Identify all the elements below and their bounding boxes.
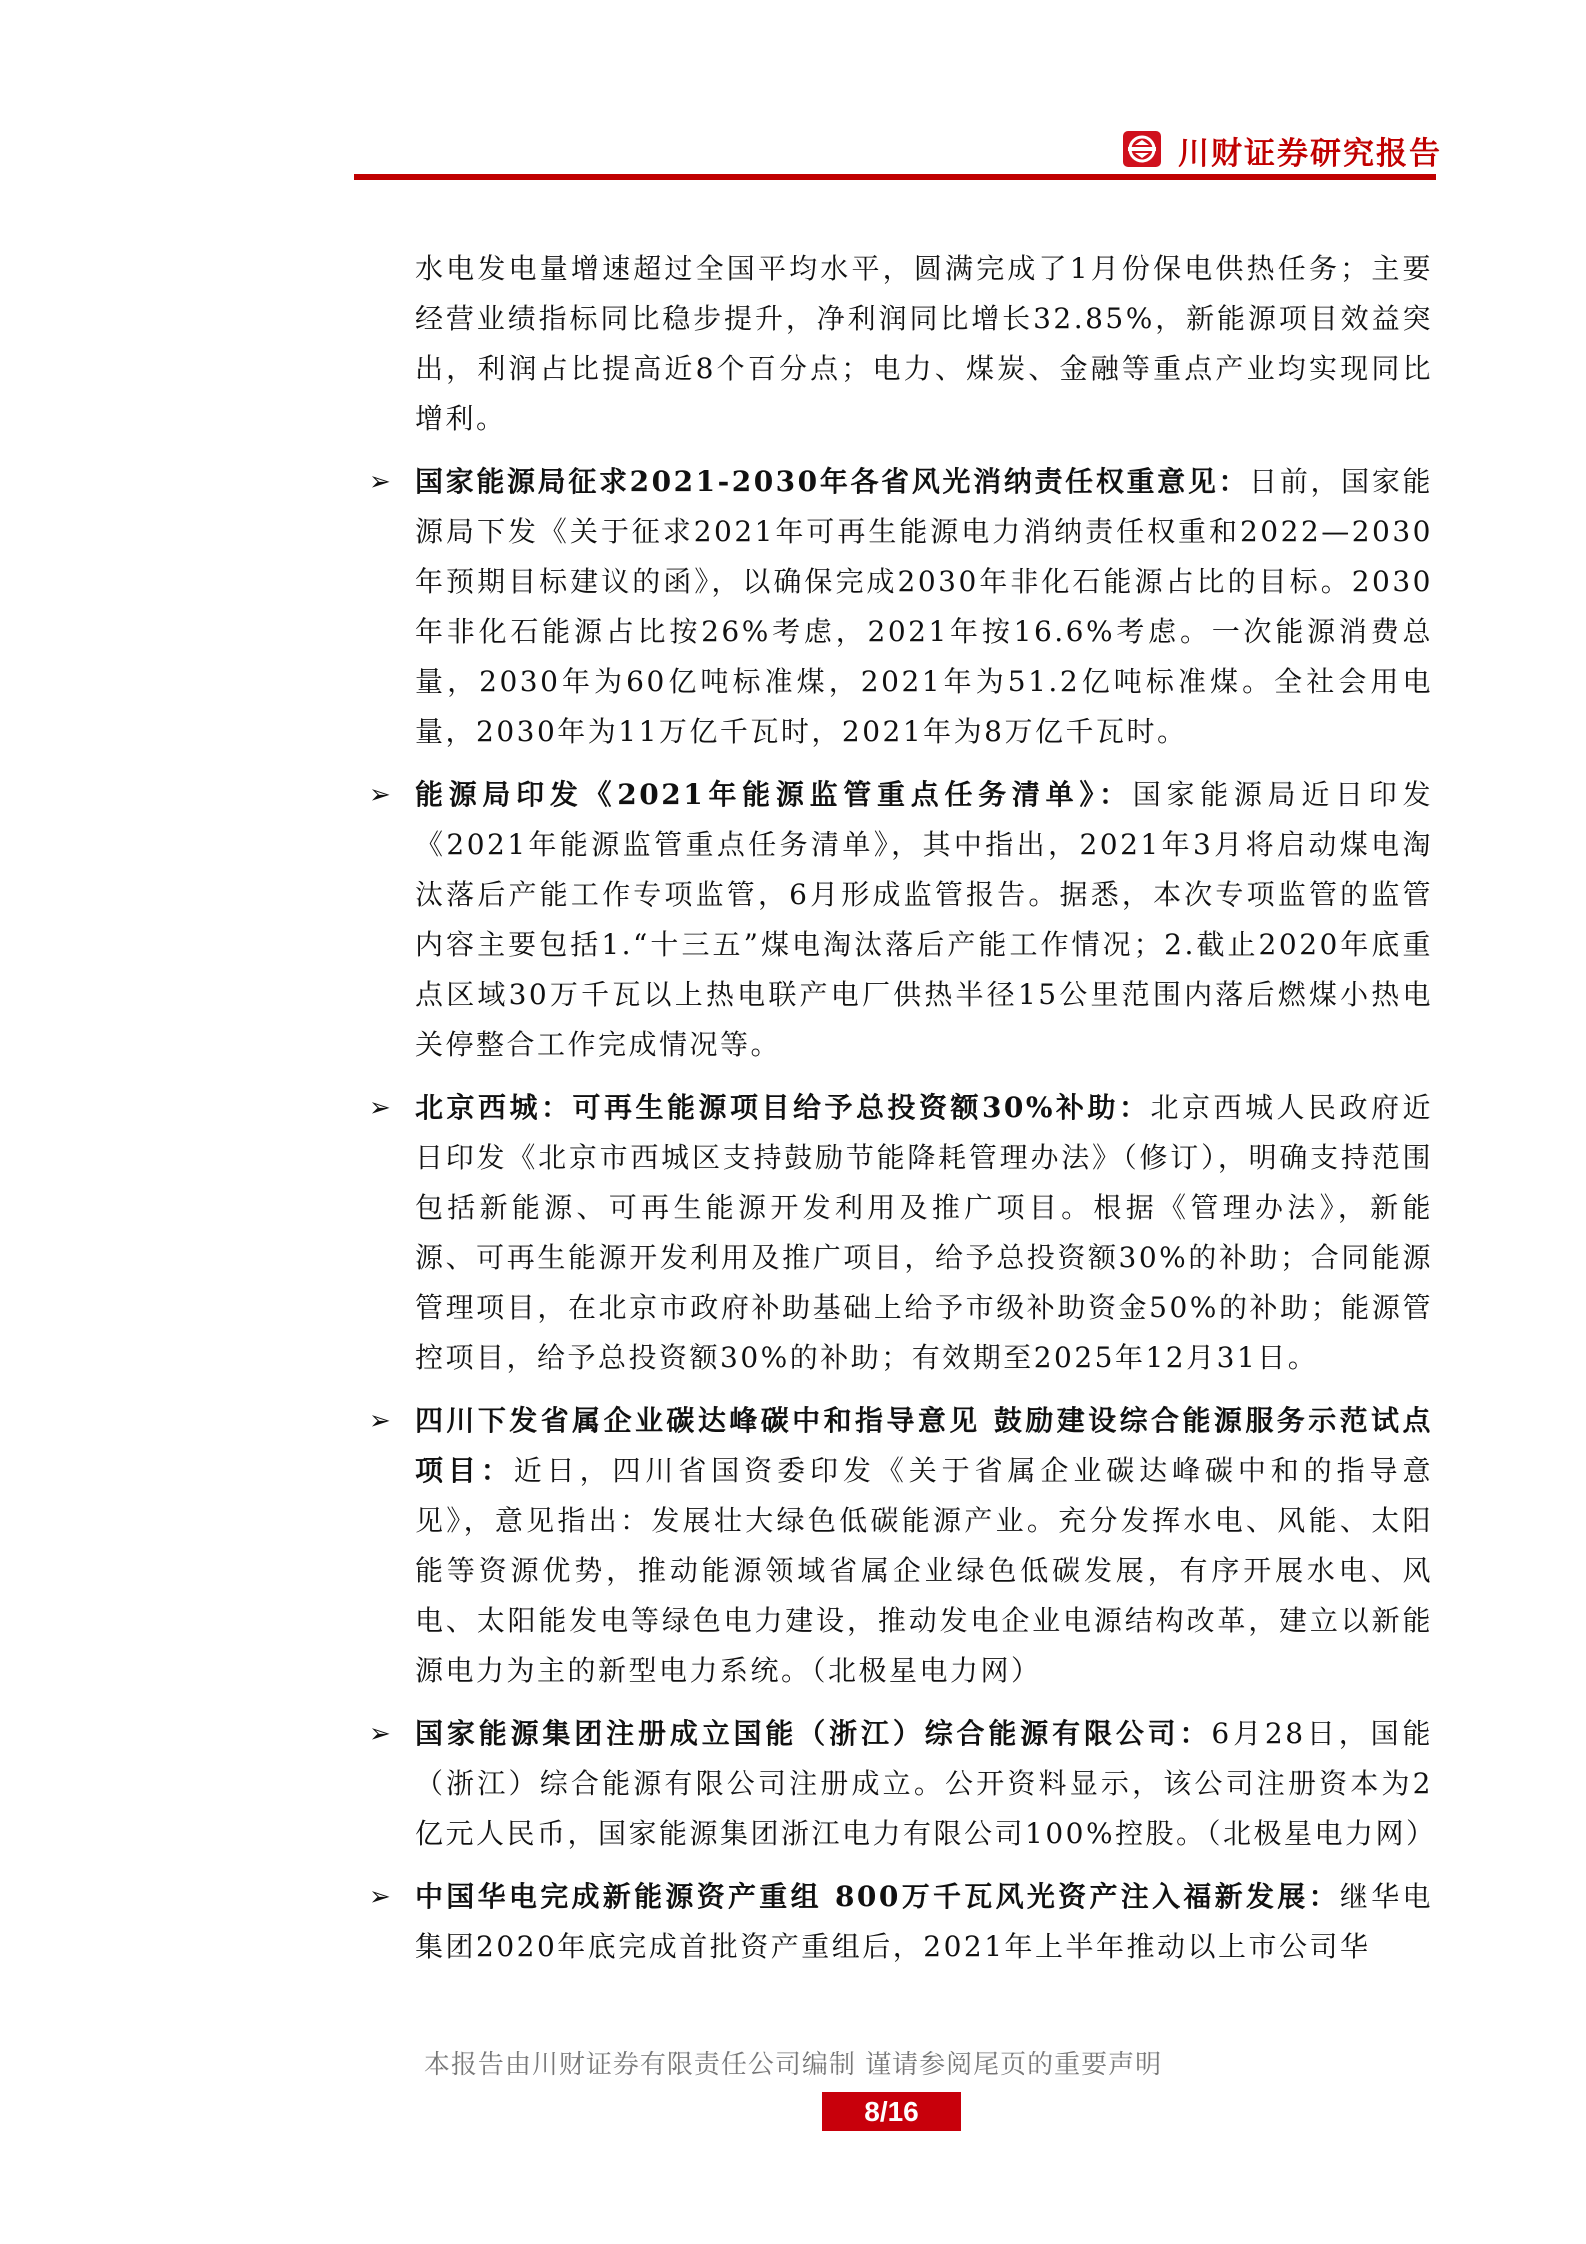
bullet-item: [369, 1396, 1433, 1696]
item-text: 近日，四川省国资委印发《关于省属企业碳达峰碳中和的指导意见》，意见指出：发展壮大绿色低碳能源产业。充分发挥水电、风能、太阳能等资源优势，推动能源领域省属企业绿色低碳发展，有序开展水电、风电、太阳能发电等绿色电力建设，推动发电企业电源结构改革，建立以新能源电力为主的新型电力系统。（北极星电力网）: [415, 1454, 1433, 1687]
item-title: 国家能源集团注册成立国能（浙江）综合能源有限公司：: [415, 1717, 1212, 1750]
item-title: 四川下发省属企业碳达峰碳中和指导意见 鼓励建设综合能源服务示范试点项目：: [415, 1404, 1433, 1487]
header-divider: [354, 174, 1436, 180]
item-text: 6月28日，国能（浙江）综合能源有限公司注册成立。公开资料显示，该公司注册资本为2亿元人民币，国家能源集团浙江电力有限公司100%控股。（北极星电力网）: [415, 1717, 1437, 1850]
bullet-item: [369, 770, 1433, 1070]
item-text: 日前，国家能源局下发《关于征求2021年可再生能源电力消纳责任权重和2022—2030年预期目标建议的函》，以确保完成2030年非化石能源占比的目标。2030年非化石能源占比按26%考虑，2021年按16.6%考虑。一次能源消费总量，2030年为60亿吨标准煤，2021年为51.2亿吨标准煤。全社会用电量，2030年为11万亿千瓦时，2021年为8万亿千瓦时。: [415, 465, 1433, 748]
item-title: 能源局印发《2021年能源监管重点任务清单》：: [415, 778, 1133, 811]
item-text: 北京西城人民政府近日印发《北京市西城区支持鼓励节能降耗管理办法》（修订），明确支持范围包括新能源、可再生能源开发利用及推广项目。根据《管理办法》，新能源、可再生能源开发利用及推广项目，给予总投资额30%的补助；合同能源管理项目，在北京市政府补助基础上给予市级补助资金50%的补助；能源管控项目，给予总投资额30%的补助；有效期至2025年12月31日。: [415, 1091, 1433, 1374]
item-text: 水电发电量增速超过全国平均水平，圆满完成了1月份保电供热任务；主要经营业绩指标同比稳步提升，净利润同比增长32.85%，新能源项目效益突出，利润占比提高近8个百分点；电力、煤炭、金融等重点产业均实现同比增利。: [415, 252, 1433, 435]
item-title: 国家能源局征求2021-2030年各省风光消纳责任权重意见：: [415, 465, 1250, 498]
footer-disclaimer: 本报告由川财证券有限责任公司编制 谨请参阅尾页的重要声明: [423, 2050, 1163, 2080]
bullet-arrow-icon: ➢: [369, 780, 394, 810]
bullet-item: [369, 1083, 1433, 1383]
paragraph: [369, 244, 1433, 444]
item-text: 继华电集团2020年底完成首批资产重组后，2021年上半年推动以上市公司华: [415, 1880, 1433, 1963]
bullet-item: [369, 457, 1433, 757]
bullet-item: [369, 1709, 1437, 1859]
report-brand: 川财证券研究报告: [1178, 136, 1442, 172]
bullet-arrow-icon: ➢: [369, 1093, 394, 1123]
item-title: 北京西城：可再生能源项目给予总投资额30%补助：: [415, 1091, 1151, 1124]
bullet-arrow-icon: ➢: [369, 467, 394, 497]
item-text: 国家能源局近日印发《2021年能源监管重点任务清单》，其中指出，2021年3月将启动煤电淘汰落后产能工作专项监管，6月形成监管报告。据悉，本次专项监管的监管内容主要包括1.“十三五”煤电淘汰落后产能工作情况；2.截止2020年底重点区域30万千瓦以上热电联产电厂供热半径15公里范围内落后燃煤小热电关停整合工作完成情况等。: [415, 778, 1433, 1061]
bullet-item: [369, 1872, 1433, 1972]
company-logo: [1123, 131, 1161, 167]
report-body: [369, 244, 1437, 1985]
bullet-arrow-icon: ➢: [369, 1882, 394, 1912]
page-number: 8/16: [822, 2092, 961, 2131]
bullet-arrow-icon: ➢: [369, 1719, 394, 1749]
item-title: 中国华电完成新能源资产重组 800万千瓦风光资产注入福新发展：: [415, 1880, 1340, 1913]
bullet-arrow-icon: ➢: [369, 1406, 394, 1436]
